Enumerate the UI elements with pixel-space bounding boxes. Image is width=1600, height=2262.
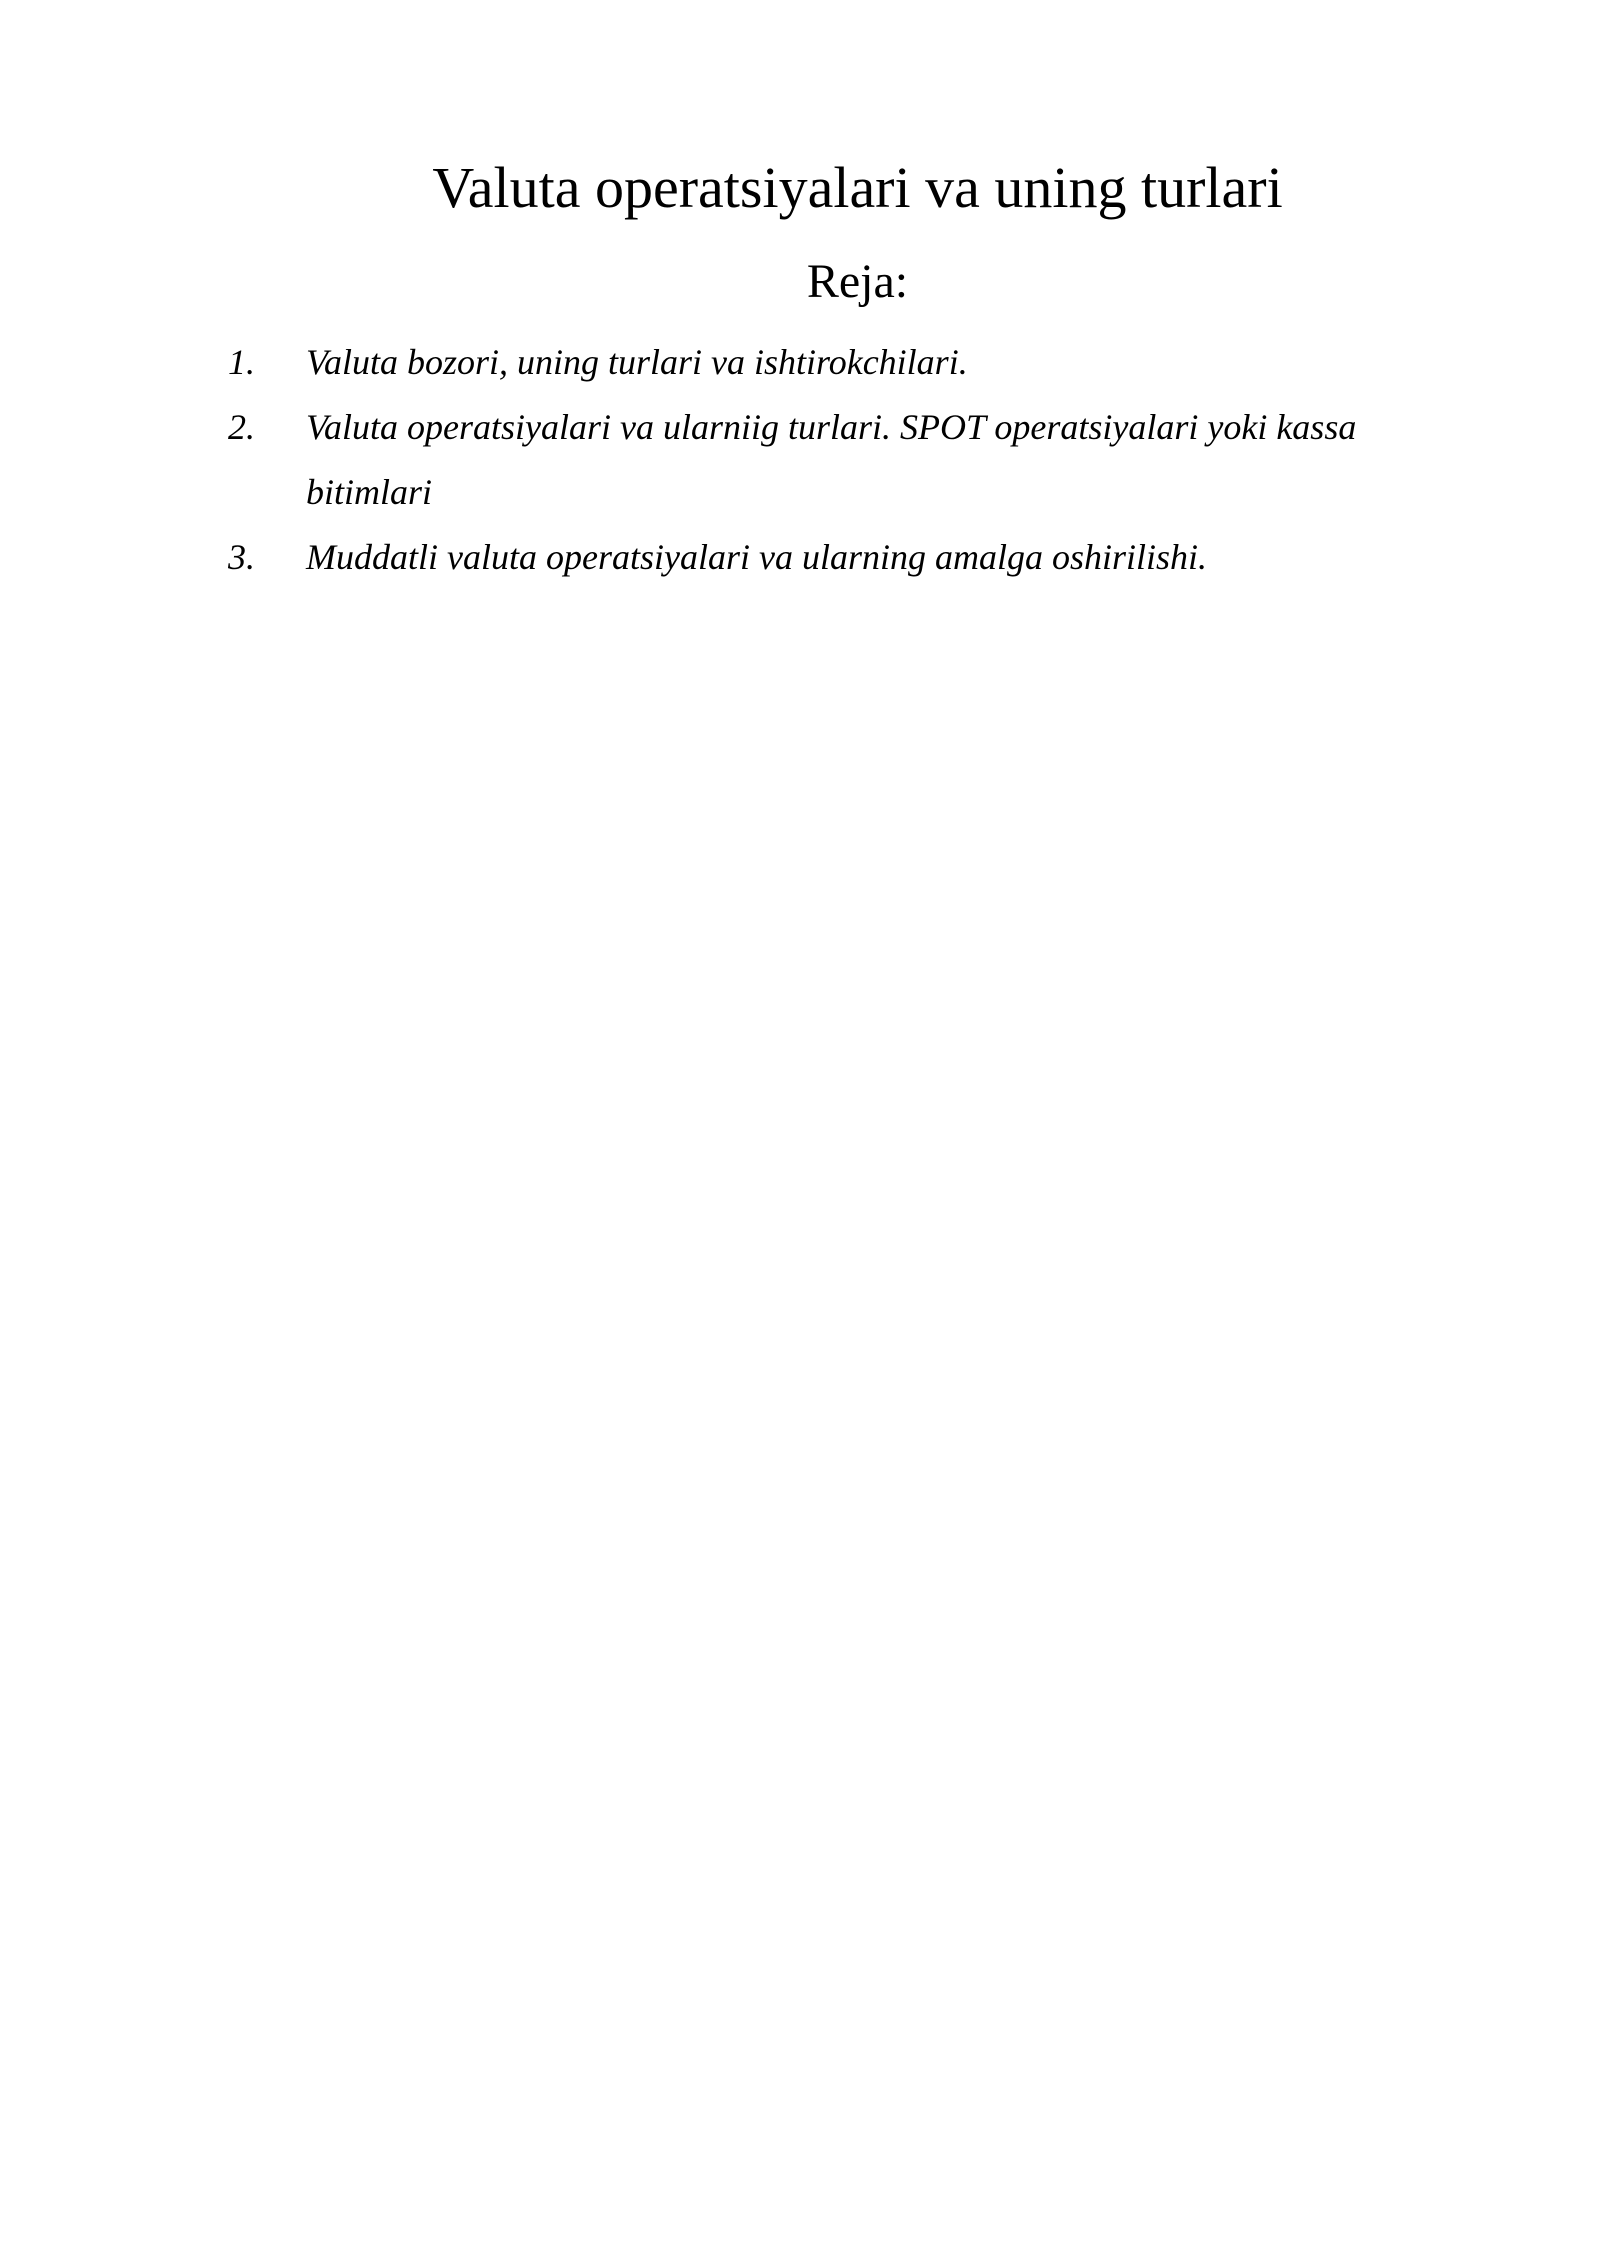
plan-item-text: Muddatli valuta operatsiyalari va ularning amalga oshirilishi.: [306, 537, 1208, 577]
plan-item-number: 3.: [228, 537, 255, 577]
document-title: Valuta operatsiyalari va uning turlari: [432, 155, 1283, 220]
plan-item-text: Valuta bozori, uning turlari va ishtirokchilari.: [306, 342, 968, 382]
plan-heading: Reja:: [806, 255, 909, 308]
plan-item-3: [228, 525, 1428, 590]
plan-item-2: [228, 395, 1428, 525]
plan-item-number: 2.: [228, 407, 255, 447]
plan-item-text: Valuta operatsiyalari va ularniig turlari. SPOT operatsiyalari yoki kassa bitimlari: [306, 407, 1357, 512]
plan-list: [228, 330, 1428, 590]
plan-item-1: [228, 330, 1428, 395]
plan-item-number: 1.: [228, 342, 255, 382]
